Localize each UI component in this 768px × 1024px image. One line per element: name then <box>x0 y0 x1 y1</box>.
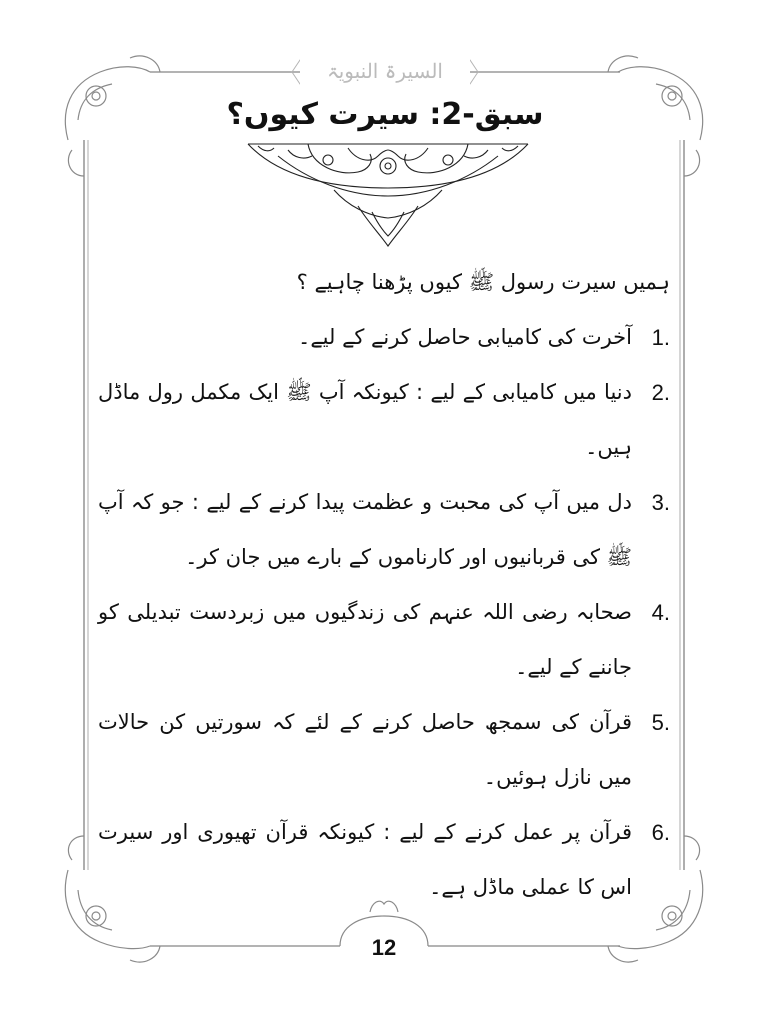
item-number: 6. <box>651 820 670 845</box>
lesson-question: ہمیں سیرت رسول ﷺ کیوں پڑھنا چاہیے ؟ <box>296 270 670 294</box>
item-number: 5. <box>651 710 670 735</box>
page-number: 12 <box>354 930 414 966</box>
item-text: دنیا میں کامیابی کے لیے : کیونکہ آپ ﷺ ایک مکمل رول ماڈل ہیں۔ <box>98 380 632 459</box>
list-item <box>98 365 670 475</box>
list-item <box>98 310 670 365</box>
item-text: صحابہ رضی اللہ عنہم کی زندگیوں میں زبردست تبدیلی کو جاننے کے لیے۔ <box>98 600 632 679</box>
floral-corner-icon <box>608 56 703 176</box>
item-text: قرآن پر عمل کرنے کے لیے : کیونکہ قرآن تھیوری اور سیرت اس کا عملی ماڈل ہے۔ <box>98 820 632 899</box>
item-number: 3. <box>651 490 670 515</box>
list-item <box>98 695 670 805</box>
item-number: 2. <box>651 380 670 405</box>
item-number: 1. <box>651 325 670 350</box>
floral-corner-icon <box>65 56 160 176</box>
item-number: 4. <box>651 600 670 625</box>
list-item <box>98 475 670 585</box>
lesson-title: سبق-2: سیرت کیوں؟ <box>226 97 544 132</box>
arabesque-ornament-icon <box>238 136 538 248</box>
list-item <box>98 805 670 915</box>
item-text: آخرت کی کامیابی حاصل کرنے کے لیے۔ <box>298 325 632 349</box>
list-item <box>98 585 670 695</box>
item-text: قرآن کی سمجھ حاصل کرنے کے لئے کہ سورتیں کن حالات میں نازل ہوئیں۔ <box>98 710 632 789</box>
lesson-content <box>98 255 670 915</box>
book-title-header: السیرۃ النبویۃ <box>300 56 470 86</box>
item-text: دل میں آپ کی محبت و عظمت پیدا کرنے کے لیے : جو کہ آپ ﷺ کی قربانیوں اور کارناموں کے بارے میں جان کر۔ <box>98 490 632 569</box>
